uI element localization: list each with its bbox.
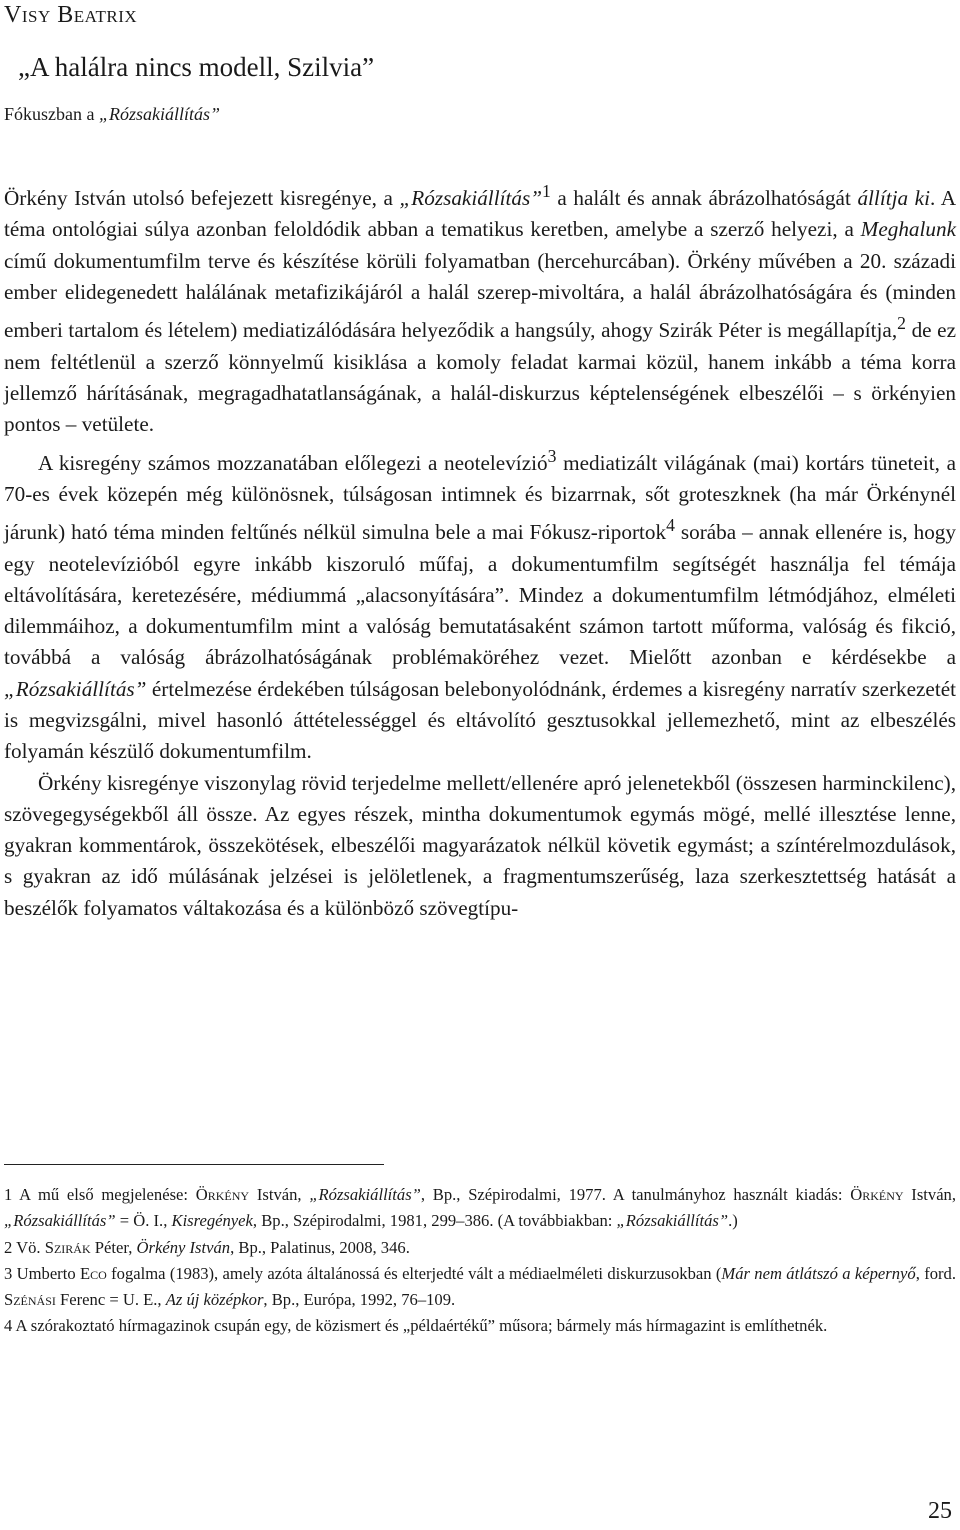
paragraph-2 — [4, 441, 956, 768]
text-run: .) — [728, 1211, 738, 1231]
italic-title: Az új középkor — [165, 1290, 264, 1310]
italic-phrase: állítja ki — [857, 186, 930, 211]
text-run: 3 Umberto — [4, 1263, 80, 1283]
italic-title: „Rózsakiállítás” — [4, 676, 147, 701]
text-run: Péter, — [90, 1237, 137, 1257]
text-run: István, — [903, 1185, 956, 1204]
text-run: de ez nem feltétlenül a szerző könnyelmű kisiklása a komoly feladat karmai közül, hanem inkább a téma korra jellemző hárításának, megragadhatatlanságának, a halál-diskurzus képtelenségének elbeszélői – s örkényien pontos – vetülete. — [4, 318, 956, 437]
text-run: mediatizált világának (mai) kortárs tüneteit, a 70-es évek közepén még különösnek, túlságosan intimnek és bizarrnak, sőt groteszknek (ha már Örkénynél járunk) ható téma minden feltűnés nélkül simulna bele a mai Fókusz-riportok — [4, 450, 956, 545]
text-run: 2 Vö. — [4, 1237, 45, 1257]
author-name: Visy Beatrix — [4, 2, 138, 28]
italic-title: Már nem átlátszó a képernyő — [721, 1263, 916, 1283]
footnote-3 — [4, 1261, 956, 1314]
text-run: , Bp., Szépirodalmi, 1977. A tanulmányhoz használt kiadás: — [420, 1185, 851, 1204]
author-smallcaps: Szirák — [44, 1237, 91, 1257]
author-smallcaps: Örkény — [195, 1185, 250, 1204]
paragraph-1 — [4, 176, 956, 441]
footnote-ref-1: 1 — [541, 181, 551, 201]
text-run: 1 A mű első megjelenése: — [4, 1185, 196, 1204]
text-run: , Bp., Palatinus, 2008, 346. — [230, 1237, 410, 1257]
text-run: fogalma (1983), amely azóta általánossá és elterjedté vált a médiaelméleti diskurzusokban ( — [106, 1263, 722, 1283]
subtitle-italic: „Rózsakiállítás” — [98, 104, 221, 124]
text-run: , Bp., Európa, 1992, 76–109. — [263, 1290, 456, 1310]
page-number: 25 — [928, 1498, 952, 1524]
text-run: sorába – annak ellenére is, hogy egy neotelevízióból egyre inkább kiszoruló műfaj, a dokumentumfilm segítségét használja fel témája eltávolítására, keretezésére, médiummá „alacsonyítására”. Mindez a dokumentumfilm létmódjához, elméleti dilemmáihoz, a dokumentumfilm mint a valóság bemutatásaként számon tartott műforma, valóság és fikció, továbbá a valóság ábrázolhatóságának problémaköréhez vezet. Mielőtt azonban e kérdésekbe a — [4, 520, 956, 670]
text-run: , Bp., Szépirodalmi, 1981, 299–386. (A továbbiakban: — [252, 1211, 617, 1231]
text-run: értelmezése érdekében túlságosan belebonyolódnánk, érdemes a kisregény narratív szerkezetét is megvizsgálni, mivel hasonló áttételességgel és eltávolító gesztusokkal jellemezhető, mint az elbeszélés folyamán készülő dokumentumfilm. — [4, 676, 956, 764]
body-text — [4, 176, 956, 924]
author-smallcaps: Szénási — [4, 1290, 56, 1310]
italic-title: „Rózsakiállítás” — [399, 186, 542, 211]
text-run: Örkény kisregénye viszonylag rövid terjedelme mellett/ellenére apró jelenetekből (összesen harminckilenc), szövegegységekből áll össze. Az egyes részek, mintha dokumentumok egymás mögé, mellé illesztése lenne, gyakran kommentárok, összekötések, elbeszélői magyarázatok nélkül követik egymást; a színtérelmozdulások, s gyakran az idő múlásának jelzései is jelöletlenek, a fragmentumszerűség, laza szerkesztettség hatását a beszélők folyamatos váltakozása és a különböző szövegtípu- — [4, 770, 956, 920]
italic-title: „Rózsakiállítás” — [309, 1185, 421, 1204]
article-subtitle — [4, 104, 220, 125]
italic-title: „Rózsakiállítás” — [616, 1211, 729, 1231]
text-run: = Ö. I., — [115, 1211, 172, 1231]
author-smallcaps: Örkény — [850, 1185, 904, 1204]
text-run: 4 A szórakoztató hírmagazinok csupán egy, de közismert és „példaértékű” műsora; bármely más hírmagazint is említhetnék. — [4, 1316, 828, 1336]
footnote-1 — [4, 1182, 956, 1235]
subtitle-prefix: Fókuszban a — [4, 104, 99, 124]
text-run: , ford. — [915, 1263, 956, 1283]
text-run: a halált és annak ábrázolhatóságát — [550, 186, 858, 211]
italic-title: „Rózsakiállítás” — [4, 1211, 116, 1231]
footnote-ref-2: 2 — [897, 313, 906, 334]
footnote-4 — [4, 1313, 956, 1339]
text-run: István, — [249, 1185, 310, 1204]
paragraph-3 — [4, 768, 956, 924]
footnotes — [4, 1182, 956, 1340]
italic-title: Meghalunk — [860, 217, 956, 242]
article-title: „A halálra nincs modell, Szilvia” — [18, 52, 375, 82]
footnote-separator — [4, 1164, 384, 1165]
text-run: . A téma ontológiai súlya azonban feloldódik abban a tematikus keretben, amelybe a szerző helyezi, a — [4, 186, 956, 242]
footnote-ref-4: 4 — [666, 515, 675, 536]
text-run: Ferenc = U. E., — [55, 1290, 166, 1310]
italic-title: Örkény István — [136, 1237, 231, 1257]
text-run: Örkény István utolsó befejezett kisregénye, a — [4, 186, 400, 211]
text-run: A kisregény számos mozzanatában előlegezi a neotelevízió — [38, 450, 548, 475]
text-run: című dokumentumfilm terve és készítése körüli folyamatban (hercehurcában). Örkény művében a 20. századi ember elidegenedett halálának metafizikájáról a halál szerep-mivoltára, a halál ábrázolhatóságára és (minden emberi tartalom és lételem) mediatizálódására helyeződik a hangsúly, ahogy Szirák Péter is megállapítja, — [4, 248, 956, 343]
author-smallcaps: Eco — [79, 1263, 107, 1283]
italic-title: Kisregények — [171, 1211, 253, 1231]
footnote-ref-3: 3 — [547, 445, 557, 466]
footnote-2 — [4, 1235, 956, 1261]
